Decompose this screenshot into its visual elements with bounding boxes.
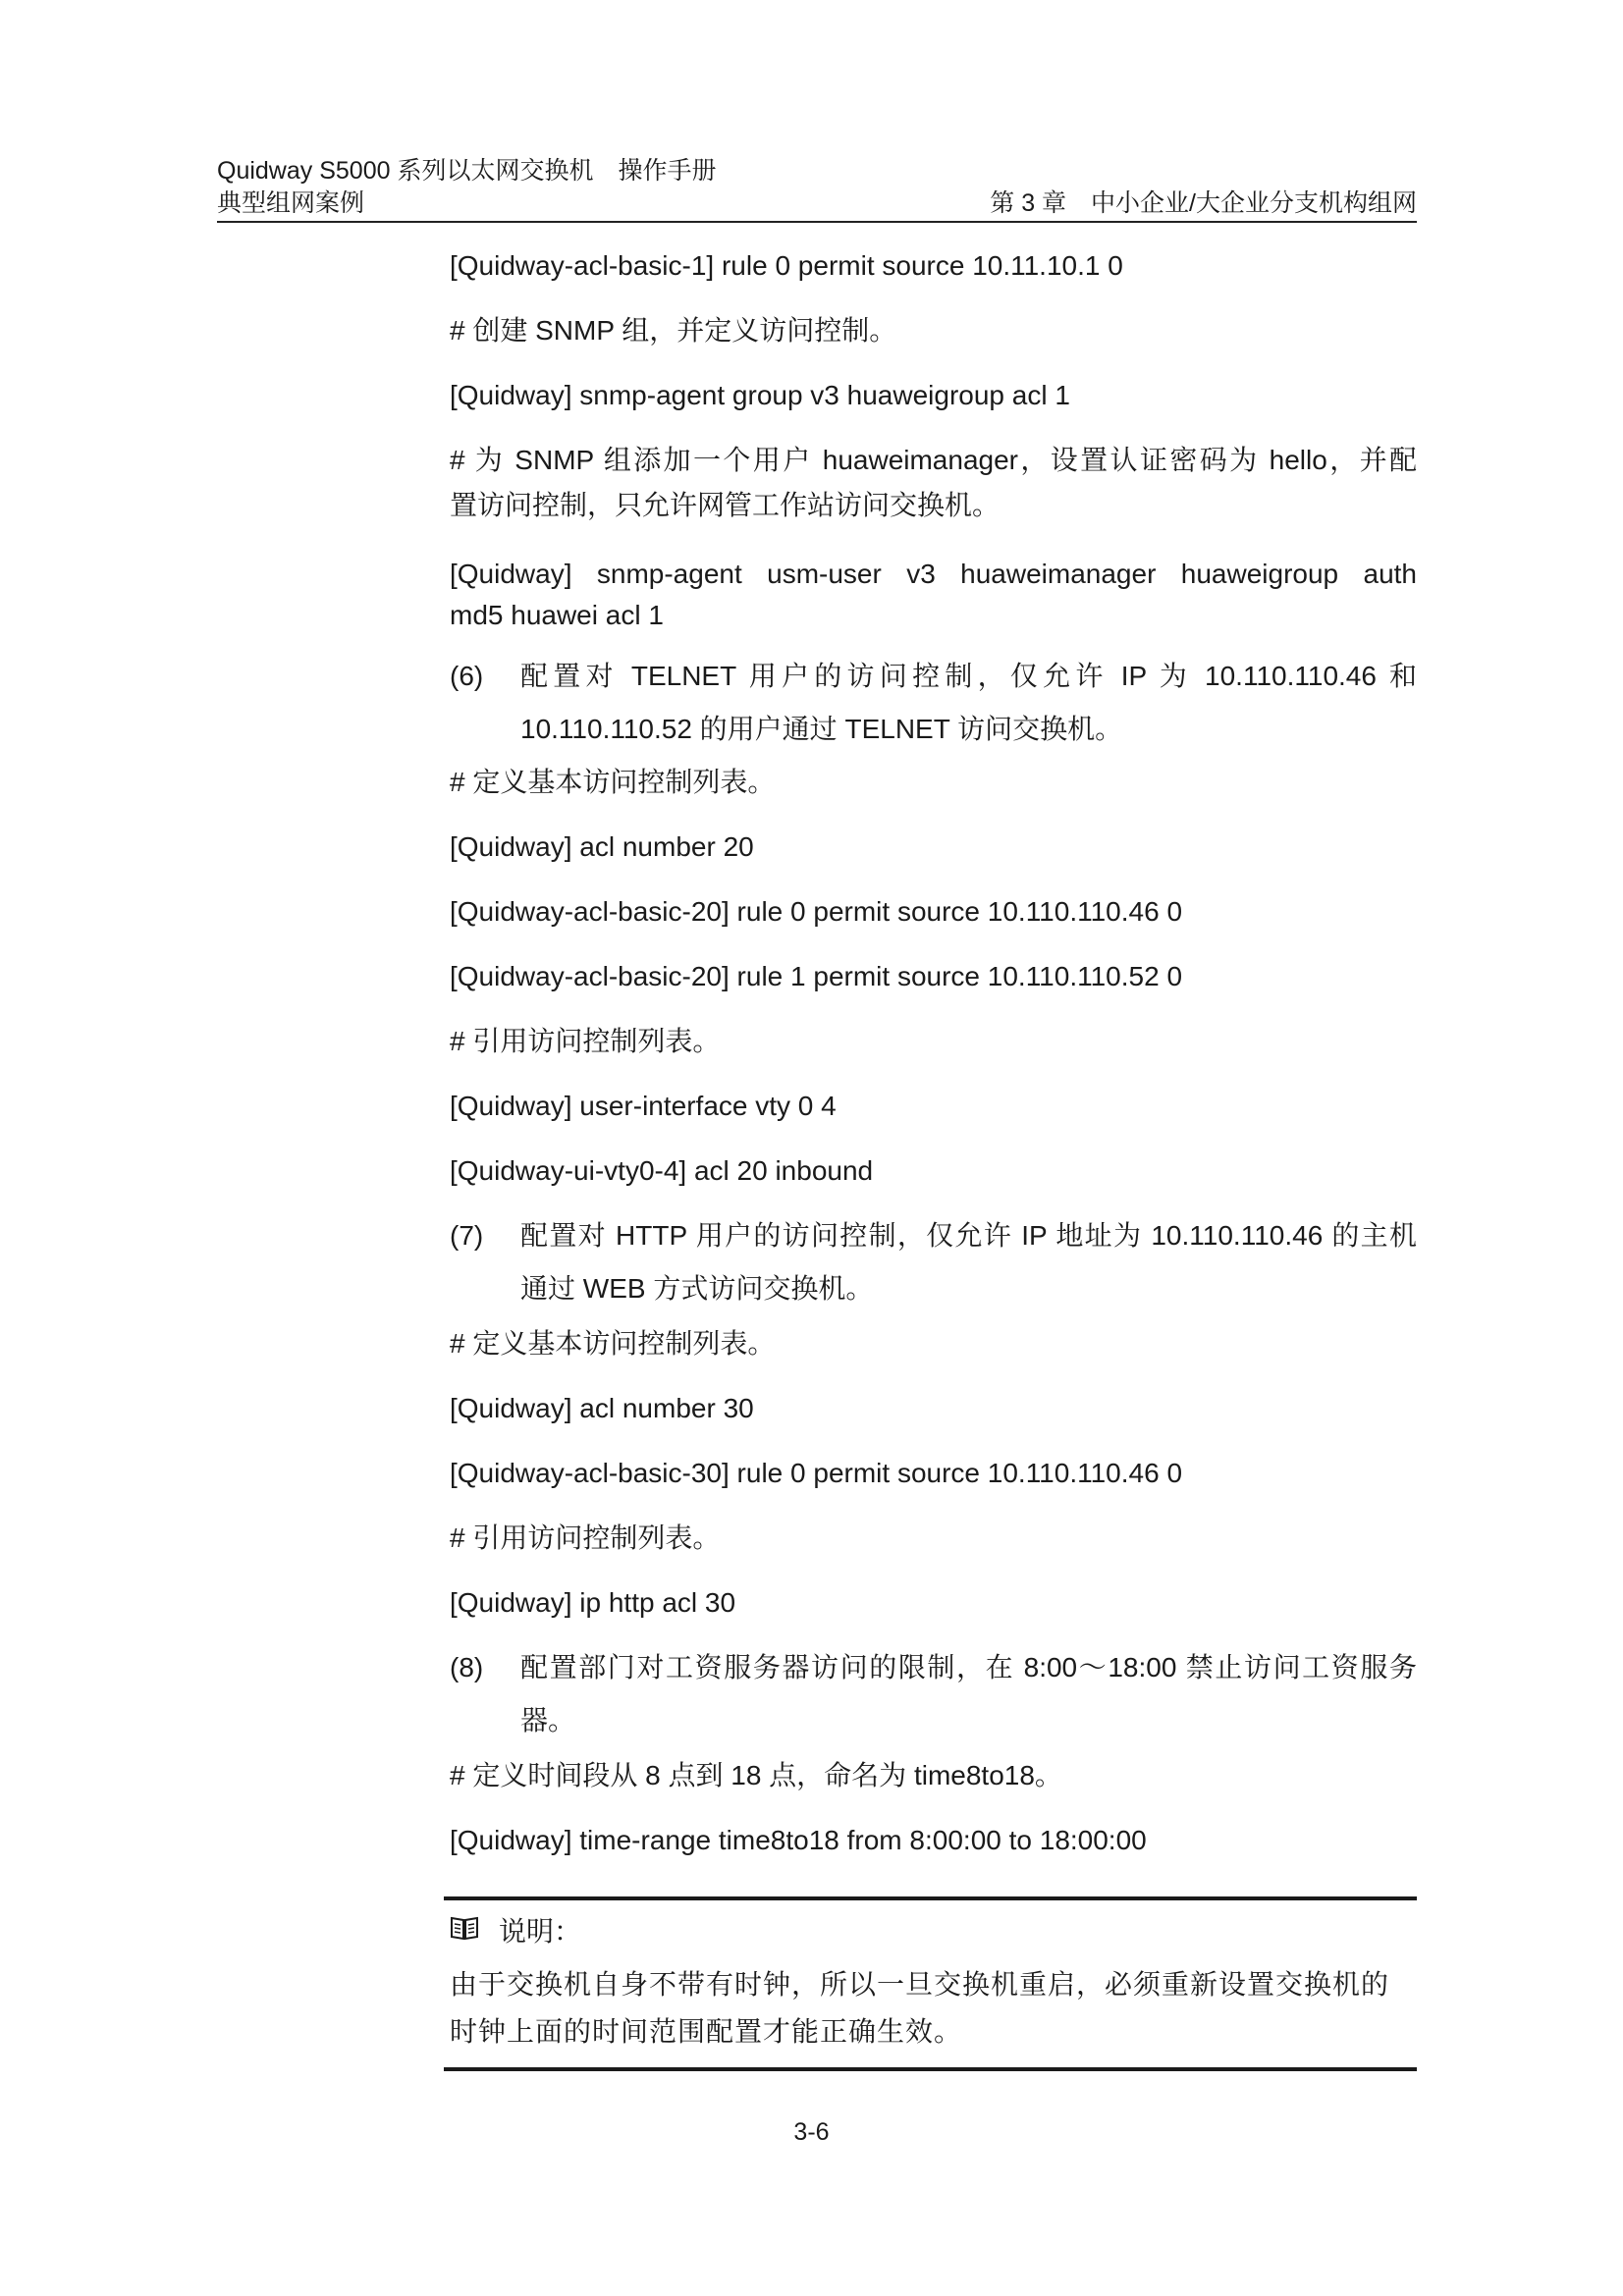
note-text-line: 由于交换机自身不带有时钟，所以一旦交换机重启，必须重新设置交换机的 [450, 1968, 1390, 2001]
comment-line: # 定义基本访问控制列表。 [450, 1328, 776, 1359]
note-title: 说明： [499, 1916, 582, 1947]
chapter-title: 第 3 章 中小企业/大企业分支机构组网 [990, 189, 1417, 217]
page-number: 3-6 [793, 2118, 830, 2146]
note-body [450, 1961, 1417, 2056]
comment-line: # 引用访问控制列表。 [450, 1522, 721, 1553]
command-line: [Quidway] acl number 20 [450, 831, 754, 862]
manual-title: Quidway S5000 系列以太网交换机 操作手册 [217, 157, 717, 185]
command-line: [Quidway-acl-basic-20] rule 1 permit source 10.110.110.52 0 [450, 961, 1183, 991]
step-text-line: 配置对 HTTP 用户的访问控制，仅允许 IP 地址为 10.110.110.46 的主机 [520, 1220, 1417, 1251]
step-text-line: 配置对 TELNET 用户的访问控制，仅允许 IP 为 10.110.110.46 和 [520, 661, 1417, 691]
command-line: [Quidway] ip http acl 30 [450, 1587, 736, 1618]
note-bottom-rule [444, 2067, 1417, 2071]
header-divider [217, 221, 1417, 223]
command-line: [Quidway-acl-basic-1] rule 0 permit source 10.11.10.1 0 [450, 250, 1123, 281]
note-header [450, 1912, 581, 1951]
comment-line: # 定义基本访问控制列表。 [450, 767, 776, 797]
comment-line: 置访问控制，只允许网管工作站访问交换机。 [450, 490, 1001, 520]
command-line: [Quidway] snmp-agent usm-user v3 huaweimanager huaweigroup auth [450, 559, 1417, 589]
page-header [217, 155, 1417, 220]
command-line: [Quidway] snmp-agent group v3 huaweigroup acl 1 [450, 380, 1070, 410]
step-number: (6) [450, 661, 484, 691]
command-line: [Quidway-acl-basic-20] rule 0 permit source 10.110.110.46 0 [450, 896, 1183, 927]
section-title: 典型组网案例 [217, 189, 365, 217]
comment-line: # 引用访问控制列表。 [450, 1026, 721, 1056]
step-text-line: 10.110.110.52 的用户通过 TELNET 访问交换机。 [520, 714, 1123, 744]
book-icon [450, 1912, 499, 1951]
note-top-rule [444, 1896, 1417, 1900]
command-line: [Quidway] time-range time8to18 from 8:00:00 to 18:00:00 [450, 1825, 1147, 1855]
step-text-line: 配置部门对工资服务器访问的限制，在 8:00～18:00 禁止访问工资服务 [520, 1652, 1417, 1682]
comment-line: # 为 SNMP 组添加一个用户 huaweimanager，设置认证密码为 hello，并配 [450, 445, 1417, 475]
command-line: md5 huawei acl 1 [450, 600, 664, 630]
command-line: [Quidway-ui-vty0-4] acl 20 inbound [450, 1155, 874, 1186]
step-number: (7) [450, 1220, 484, 1251]
step-text-line: 器。 [520, 1705, 576, 1735]
comment-line: # 创建 SNMP 组，并定义访问控制。 [450, 315, 897, 346]
note-text-line: 时钟上面的时间范围配置才能正确生效。 [450, 2015, 963, 2048]
step-number: (8) [450, 1652, 484, 1682]
comment-line: # 定义时间段从 8 点到 18 点，命名为 time8to18。 [450, 1760, 1062, 1790]
step-text-line: 通过 WEB 方式访问交换机。 [520, 1273, 874, 1304]
command-line: [Quidway] acl number 30 [450, 1393, 754, 1423]
command-line: [Quidway-acl-basic-30] rule 0 permit source 10.110.110.46 0 [450, 1458, 1183, 1488]
command-line: [Quidway] user-interface vty 0 4 [450, 1091, 837, 1121]
